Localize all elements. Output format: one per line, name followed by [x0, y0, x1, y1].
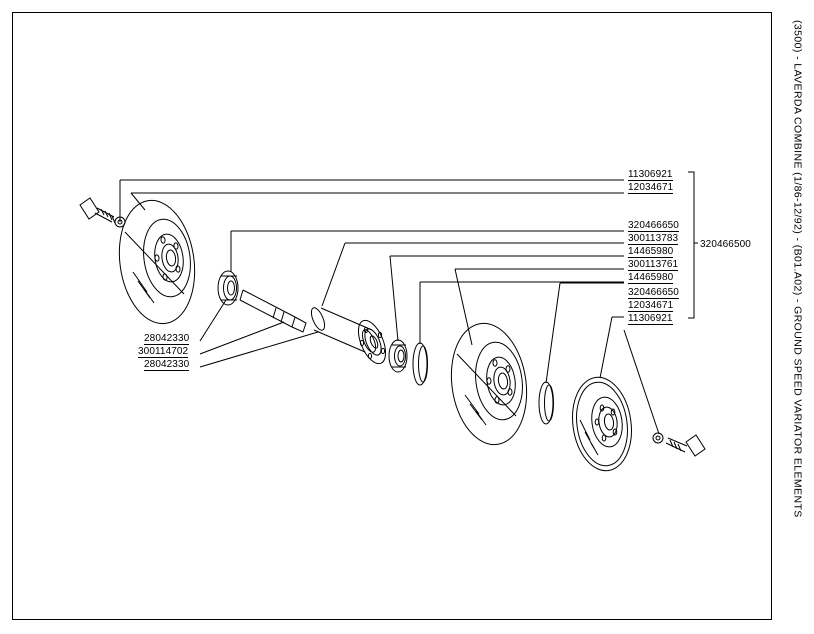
part-label-320466650-top: 320466650: [628, 220, 679, 231]
sheet-title-text: (3500) - LAVERDA COMBINE (1/86-12/92) - (B01.A02) - GROUND SPEED VARIATOR ELEMENTS: [791, 20, 804, 518]
part-label-14465980-a: 14465980: [628, 246, 674, 257]
part-label-300114702: 300114702: [138, 346, 189, 357]
spacer-ring-2: [539, 382, 554, 424]
sliding-sleeve: [309, 306, 391, 367]
left-bolt: [80, 198, 115, 223]
left-variator-disc: [112, 195, 203, 328]
left-bearing: [218, 271, 238, 305]
right-bolt: [666, 435, 705, 456]
part-label-14465980-b: 14465980: [628, 272, 674, 283]
spacer-ring-1: [413, 343, 428, 385]
part-label-300113761: 300113761: [628, 259, 679, 270]
part-label-11306921-bottom: 11306921: [628, 313, 673, 324]
right-pulley-disc: [567, 373, 638, 474]
assembly-label-320466500: 320466500: [700, 239, 751, 250]
part-label-28042330-a: 28042330: [144, 333, 190, 344]
part-label-320466650-bottom: 320466650: [628, 287, 679, 298]
part-label-12034671-top: 12034671: [628, 182, 674, 193]
part-label-300113783: 300113783: [628, 233, 679, 244]
mid-bearing: [389, 340, 407, 372]
part-label-28042330-b: 28042330: [144, 359, 190, 370]
middle-variator-disc: [444, 318, 534, 449]
part-label-11306921-top: 11306921: [628, 169, 673, 180]
part-label-12034671-bottom: 12034671: [628, 300, 674, 311]
